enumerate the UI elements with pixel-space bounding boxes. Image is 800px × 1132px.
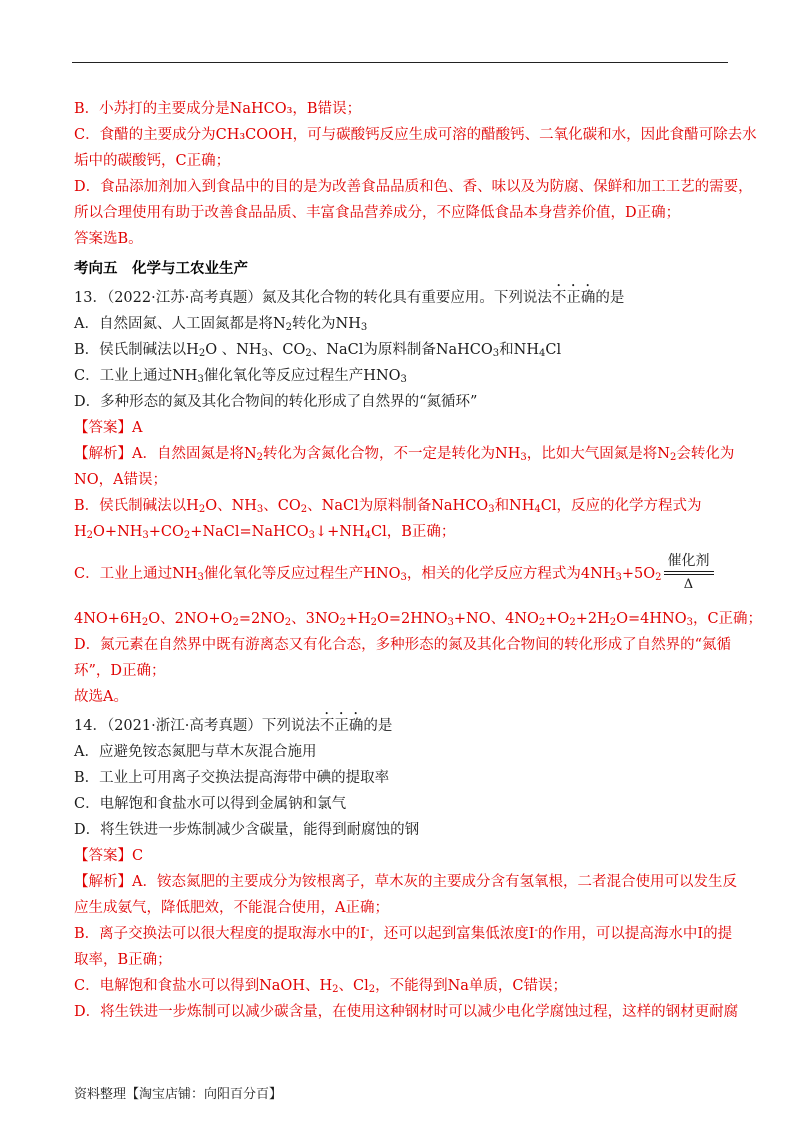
prev-explanation-c-line1: C．食醋的主要成分为CH₃COOH，可与碳酸钙反应生成可溶的醋酸钙、二氧化碳和水，因此食醋可除去水 [74, 127, 757, 143]
q13-answer: 【答案】A [74, 420, 143, 436]
q13-explanation-b-line1: B．侯氏制碱法以$H_2O$、$NH_3$、$CO_2$、NaCl为原料制备NaHCO$_3$和$NH_4Cl$，反应的化学方程式为 [74, 498, 702, 515]
q13-option-d: D．多种形态的氮及其化合物间的转化形成了自然界的“氮循环” [74, 394, 478, 410]
q14-option-a: A．应避免铵态氮肥与草木灰混合施用 [74, 744, 317, 760]
q14-option-d: D．将生铁进一步炼制减少含碳量，能得到耐腐蚀的钢 [74, 822, 420, 838]
header-rule [72, 62, 728, 63]
q14-explanation-d-line1: D．将生铁进一步炼制可以减少碳含量，在使用这种钢材时可以减少电化学腐蚀过程，这样的钢材更耐腐 [74, 1004, 739, 1020]
q14-answer: 【答案】C [74, 848, 144, 864]
q13-explanation-d-line2: 环”，D正确； [74, 663, 166, 679]
q14-emphasis-text: 不正确 [319, 718, 364, 734]
q14-explanation-c: C．电解饱和食盐水可以得到NaOH、$H_2$、$Cl_2$，不能得到Na单质，C错误； [74, 978, 568, 995]
q13-choose: 故选A。 [74, 689, 128, 705]
q13-option-c: C．工业上通过$NH_3$催化氧化等反应过程生产$HNO_3$ [74, 368, 407, 385]
prev-explanation-c-line2: 垢中的碳酸钙，C正确； [74, 153, 231, 169]
q14-explanation-a-line2: 应生成氨气，降低肥效，不能混合使用，A正确； [74, 900, 389, 916]
q14-explanation-b-line1: B．离子交换法可以很大程度的提取海水中的I-，还可以起到富集低浓度I-的作用，可以提高海水中I的提 [74, 925, 733, 942]
prev-explanation-d-line1: D．食品添加剂加入到食品中的目的是为改善食品品质和色、香、味以及为防腐、保鲜和加工工艺的需要， [74, 179, 753, 195]
q13-explanation-c-line1: C．工业上通过$NH_3$催化氧化等反应过程生产$HNO_3$，相关的化学反应方程式为$4NH_3+5O_2$ 催化剂 Δ [74, 553, 726, 594]
q14-stem: 14．（2021·浙江·高考真题）下列说法不正确的是 [74, 718, 393, 734]
q13-explanation-d-line1: D．氮元素在自然界中既有游离态又有化合态，多种形态的氮及其化合物间的转化形成了自然界的“氮循 [74, 637, 732, 653]
q13-explanation-c-line2: $4NO+6H_2O$、$2NO+O_2=2NO_2$、$3NO_2+H_2O=2HNO_3+NO$、$4NO_2+O_2+2H_2O=4HNO_3$，C正确； [74, 611, 763, 628]
q13-explanation-a-line1: 【解析】A．自然固氮是将$N_2$转化为含氮化合物，不一定是转化为$NH_3$，比如大气固氮是将$N_2$会转化为 [74, 446, 735, 463]
q14-explanation-a-line1: 【解析】A．铵态氮肥的主要成分为铵根离子，草木灰的主要成分含有氢氧根，二者混合使用可以发生反 [74, 874, 737, 890]
prev-explanation-d-line2: 所以合理使用有助于改善食品品质、丰富食品营养成分，不应降低食品本身营养价值，D正确； [74, 205, 681, 221]
q13-stem: 13．（2022·江苏·高考真题）氮及其化合物的转化具有重要应用。下列说法不正确的是 [74, 290, 625, 306]
q13-option-b: B．侯氏制碱法以$H_2O$ 、$NH_3$、$CO_2$、NaCl为原料制备NaHCO$_3$和$NH_4Cl$ [74, 342, 562, 359]
q13-option-a: A．自然固氮、人工固氮都是将$N_2$转化为$NH_3$ [74, 316, 368, 333]
q14-explanation-b-line2: 取率，B正确； [74, 952, 172, 968]
q14-option-b: B．工业上可用离子交换法提高海带中碘的提取率 [74, 770, 390, 786]
q13-explanation-a-line2: NO，A错误； [74, 472, 168, 488]
footer-text: 资料整理【淘宝店铺：向阳百分百】 [74, 1087, 283, 1102]
section-heading: 考向五 化学与工农业生产 [74, 260, 248, 277]
prev-answer: 答案选B。 [74, 231, 143, 247]
q14-option-c: C．电解饱和食盐水可以得到金属钠和氯气 [74, 796, 347, 812]
prev-explanation-b: B．小苏打的主要成分是NaHCO₃，B错误； [74, 101, 362, 117]
document-body [74, 96, 763, 1025]
q13-emphasis-text: 不正确 [551, 290, 596, 306]
reaction-condition: 催化剂 Δ [664, 553, 714, 594]
q13-explanation-b-line2: $H_2O+NH_3+CO_2+NaCl=NaHCO_3↓+NH_4Cl$，B正确； [74, 524, 456, 541]
